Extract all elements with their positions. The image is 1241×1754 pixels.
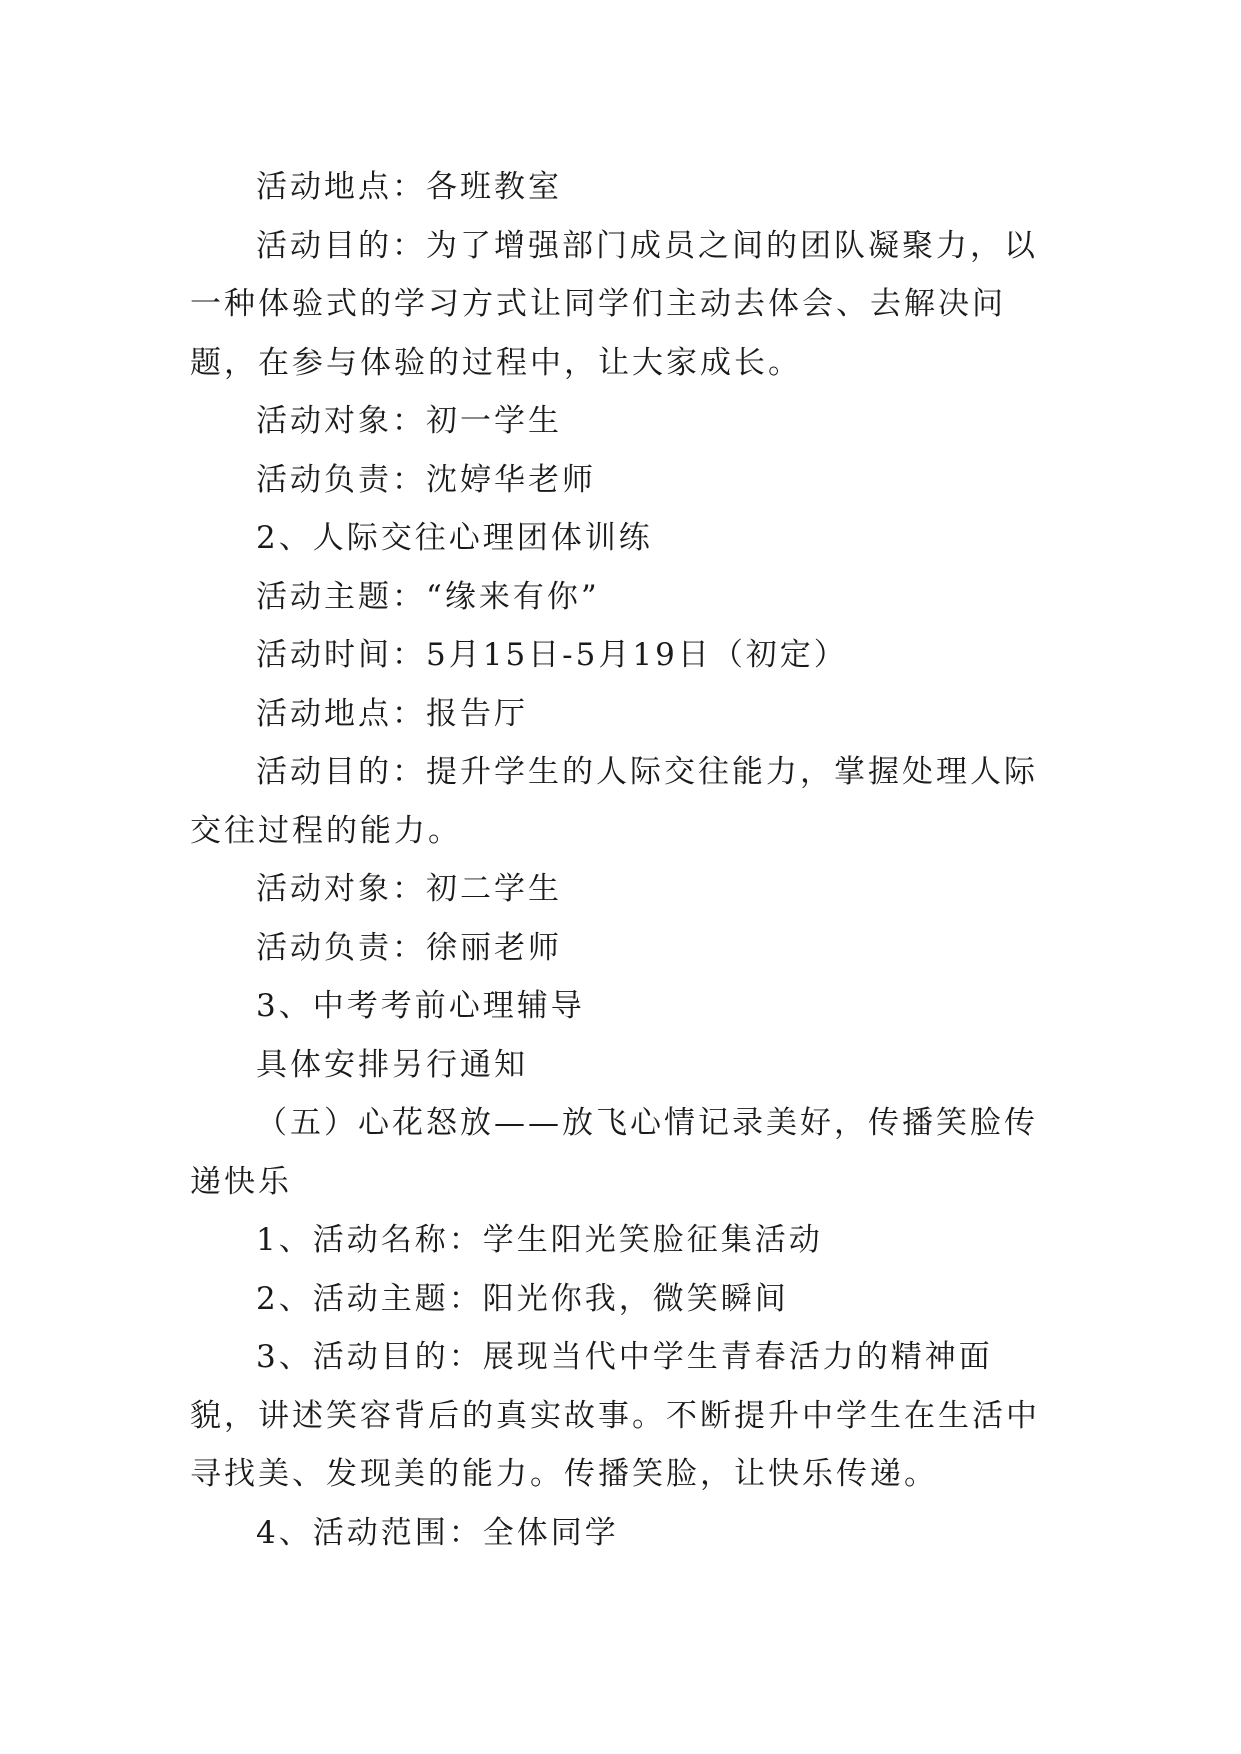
section-heading-3: 3、中考考前心理辅导 (256, 988, 585, 1024)
paragraph-target-1: 活动对象：初一学生 (256, 403, 562, 439)
paragraph-location-2: 活动地点：报告厅 (256, 695, 528, 732)
paragraph-time-2: 活动时间：5月15日-5月19日（初定） (256, 637, 848, 673)
paragraph-leader-2: 活动负责：徐丽老师 (256, 929, 562, 966)
paragraph-activity-purpose: 3、活动目的：展现当代中学生青春活力的精神面貌，讲述笑容背后的真实故事。不断提升中学生在生活中寻找美、发现美的能力。传播笑脸，让快乐传递。 (190, 1339, 1040, 1492)
paragraph-activity-scope: 4、活动范围：全体同学 (256, 1514, 619, 1551)
paragraph-target-2: 活动对象：初二学生 (256, 871, 562, 907)
paragraph-activity-name: 1、活动名称：学生阳光笑脸征集活动 (256, 1222, 823, 1258)
paragraph-purpose-1: 活动目的：为了增强部门成员之间的团队凝聚力，以一种体验式的学习方式让同学们主动去体会、去解决问题，在参与体验的过程中，让大家成长。 (190, 227, 1038, 381)
paragraph-leader-1: 活动负责：沈婷华老师 (256, 461, 596, 498)
paragraph-location-1: 活动地点：各班教室 (256, 169, 562, 205)
paragraph-arrangement-3: 具体安排另行通知 (256, 1046, 528, 1083)
paragraph-purpose-2: 活动目的：提升学生的人际交往能力，掌握处理人际交往过程的能力。 (190, 754, 1038, 849)
section-heading-five: （五）心花怒放——放飞心情记录美好，传播笑脸传递快乐 (190, 1105, 1038, 1200)
paragraph-activity-theme: 2、活动主题：阳光你我，微笑瞬间 (256, 1280, 789, 1317)
section-heading-2: 2、人际交往心理团体训练 (256, 520, 653, 556)
paragraph-theme-2: 活动主题：“缘来有你” (256, 578, 600, 615)
document-page (190, 158, 1060, 1562)
